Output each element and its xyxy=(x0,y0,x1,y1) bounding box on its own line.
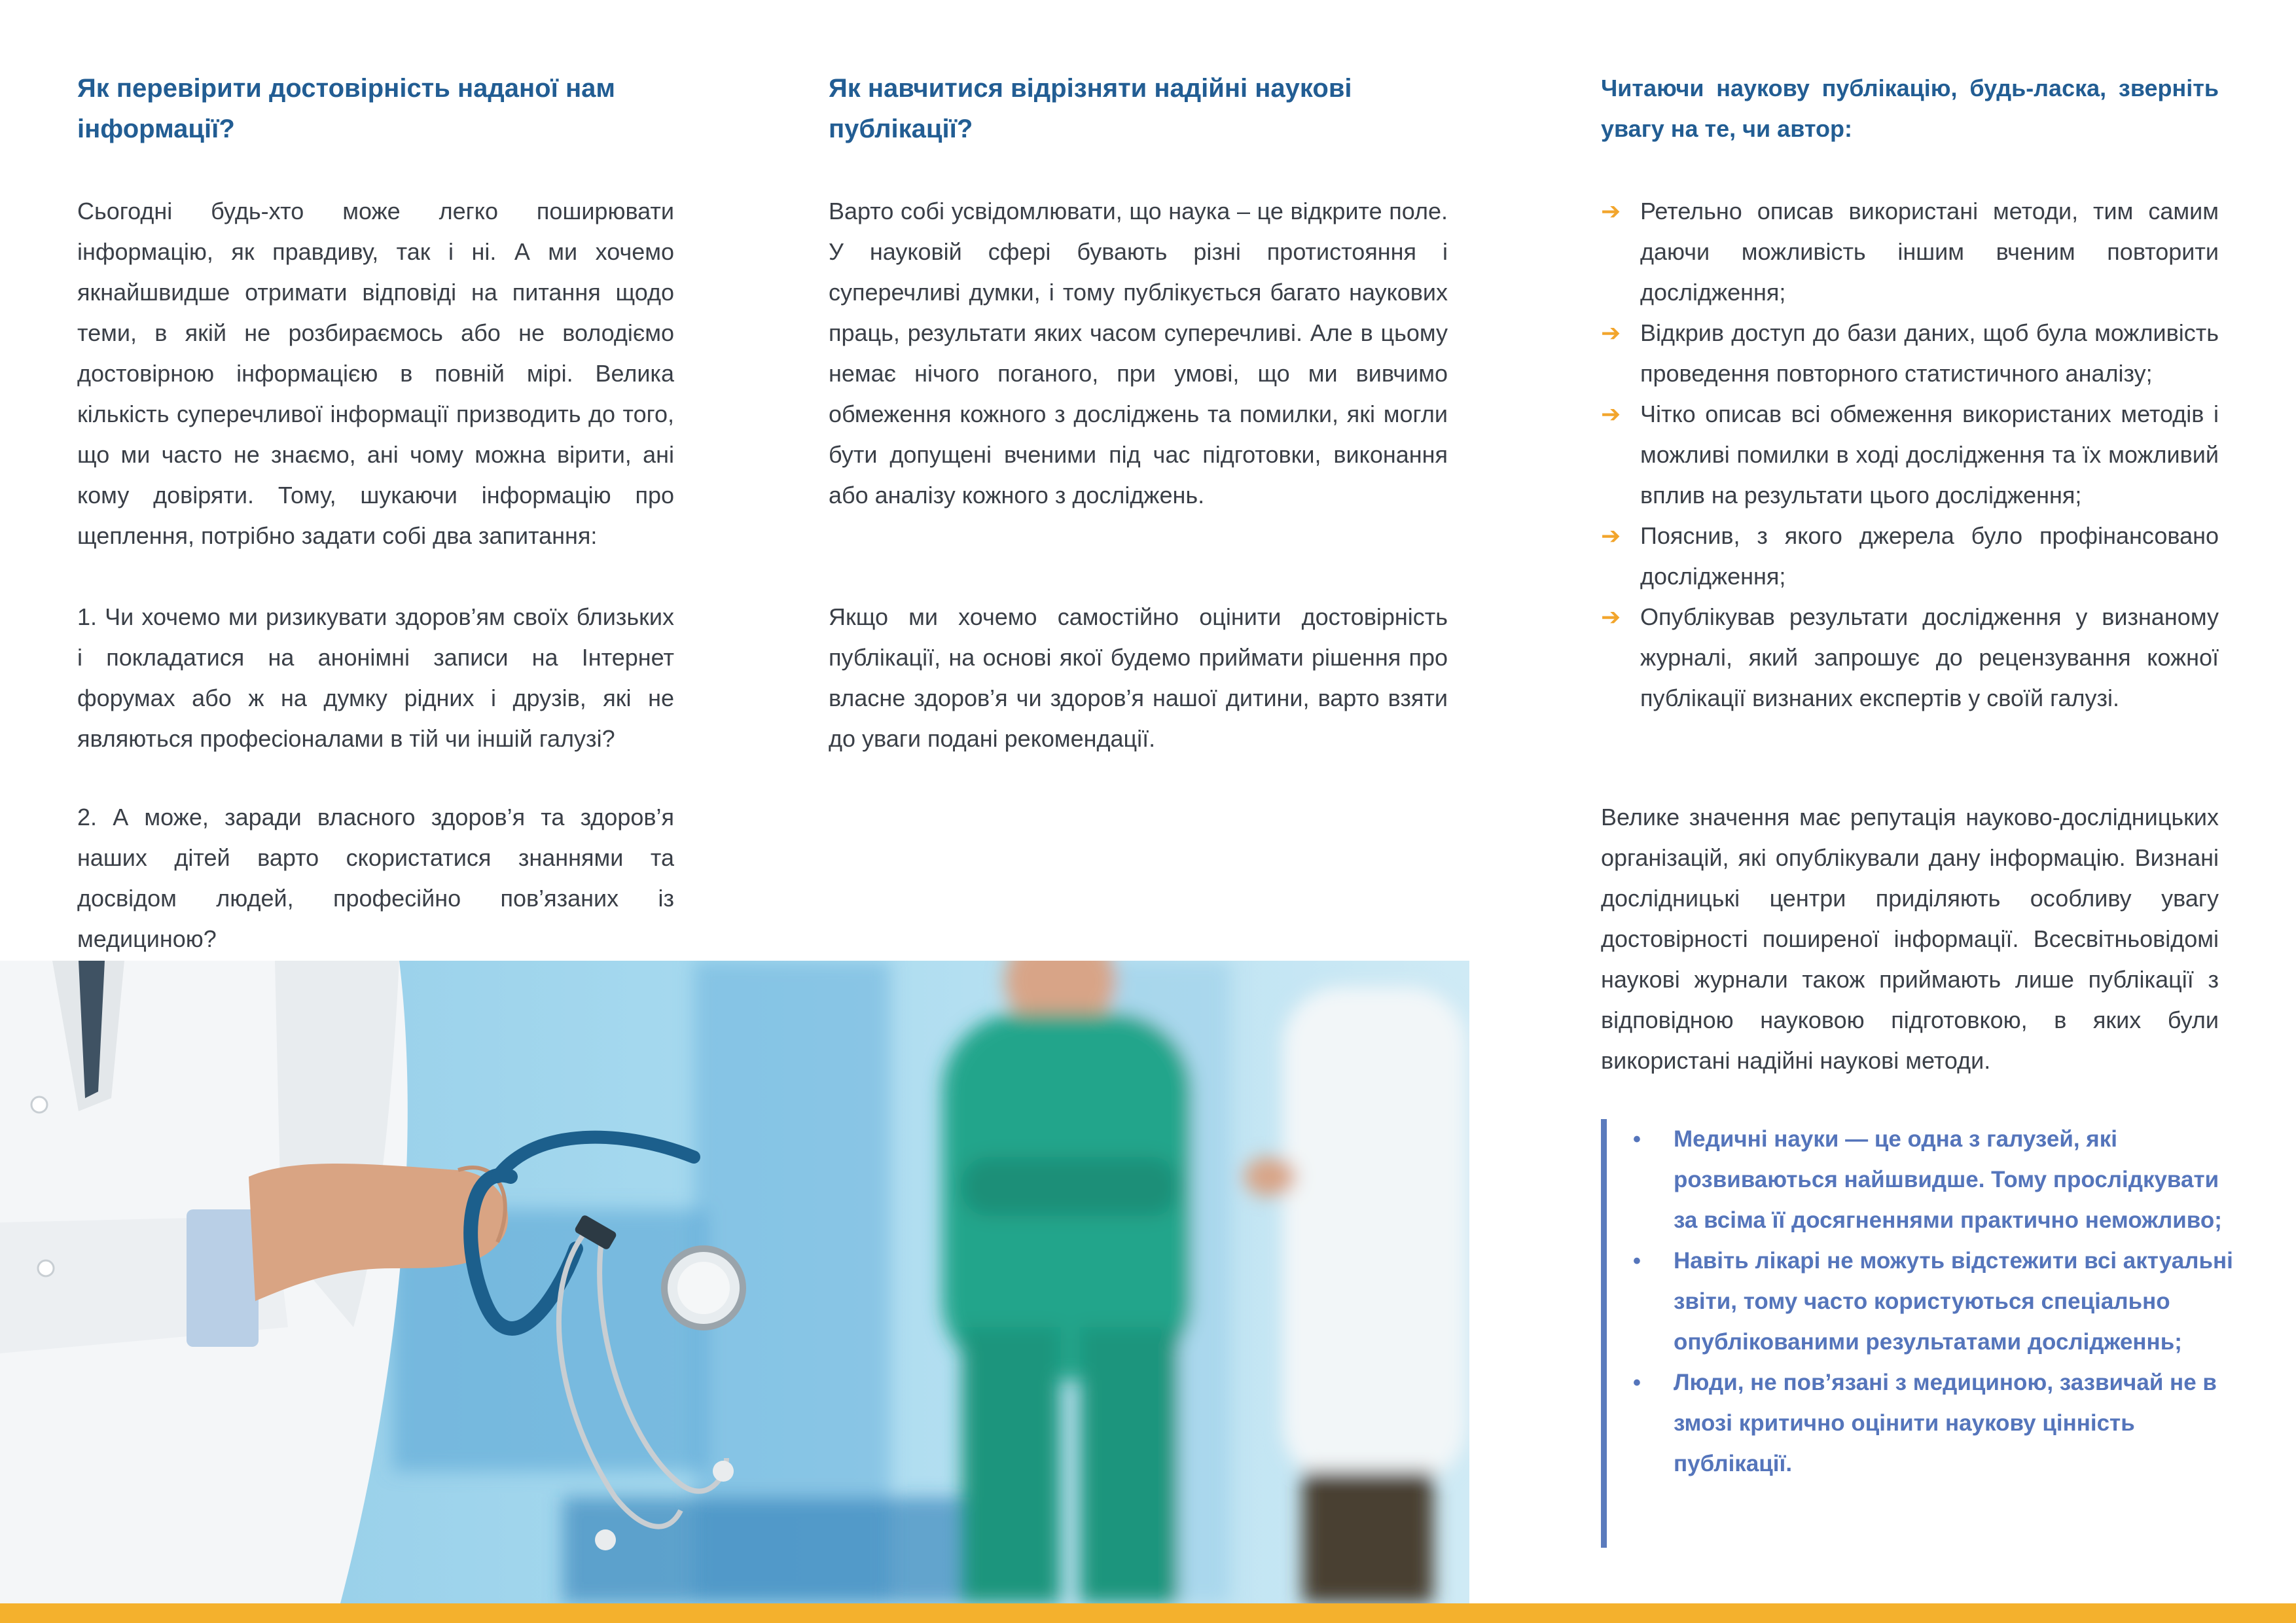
column1-intro: Сьогодні будь-хто може легко поширювати інформацію, як правдиву, так і ні. А ми хочемо якнайшвидше отримати відповіді на питання щодо теми, в якій не розбираємось або не володіємо достовірною інформацією в повній мірі. Велика кількість суперечливої інформації призводить до того, що ми часто не знаємо, ані чому можна вірити, ані кому довіряти. Тому, шукаючи інформацію про щеплення, потрібно задати собі два запитання: xyxy=(77,198,674,549)
arrow-right-icon: ➔ xyxy=(1601,603,1621,630)
reputation-paragraph: Велике значення має репутація науково-дослідницьких організацій, які опублікували дану інформацію. Визнані дослідницькі центри приділяють особливу увагу достовірності поширеної інформації. Всесвітньовідомі наукові журнали також приймають лише публікації з відповідною науковою підготовкою, в яких були використані надійні наукові методи. xyxy=(1601,804,2219,1074)
callout-item-text: Навіть лікарі не можуть відстежити всі актуальні звіти, тому часто користуються спеціально опублікованими результатами дослідженнь; xyxy=(1674,1248,2233,1355)
callout-item-text: Медичні науки — це одна з галузей, які розвиваються найшвидше. Тому прослідкувати за всіма її досягненнями практично неможливо; xyxy=(1674,1126,2222,1233)
checklist-item-text: Ретельно описав використані методи, тим самим даючи можливість іншим вченим повторити дослідження; xyxy=(1640,198,2219,306)
checklist-item-text: Опублікував результати дослідження у визнаному журналі, який запрошує до рецензування кожної публікації визнаних експертів у своїй галузі. xyxy=(1640,603,2219,711)
checklist-item xyxy=(1601,394,2219,516)
column2-paragraph-1: Варто собі усвідомлювати, що наука – це відкрите поле. У науковій сфері бувають різні протистояння і суперечливі думки, і тому публікується багато наукових праць, результати яких часом суперечливі. Але в цьому немає нічого поганого, при умові, що ми вивчимо обмеження кожного з досліджень та помилки, які могли бути допущені вченими під час підготовки, виконання або аналізу кожного з досліджень. xyxy=(829,198,1448,508)
callout-list xyxy=(1633,1119,2248,1484)
arrow-right-icon: ➔ xyxy=(1601,522,1621,549)
callout-item xyxy=(1633,1119,2248,1241)
arrow-right-icon: ➔ xyxy=(1601,319,1621,346)
callout-box xyxy=(1601,1119,2235,1548)
column3-title: Читаючи наукову публікацію, будь-ласка, зверніть увагу на те, чи автор: xyxy=(1601,75,2219,142)
column2-paragraph-2: Якщо ми хочемо самостійно оцінити достовірність публікації, на основі якої будемо приймати рішення про власне здоров’я чи здоров’я нашої дитини, варто взяти до уваги подані рекомендації. xyxy=(829,603,1448,752)
checklist-item xyxy=(1601,516,2219,597)
checklist-item xyxy=(1601,313,2219,394)
doctor-photo xyxy=(0,961,1469,1603)
column2-title: Як навчитися відрізняти надійні наукові публікації? xyxy=(829,74,1352,143)
checklist-item-text: Пояснив, з якого джерела було профінансовано дослідження; xyxy=(1640,522,2219,590)
author-checklist xyxy=(1601,191,2219,719)
bullet-icon: • xyxy=(1633,1249,1641,1274)
bullet-icon: • xyxy=(1633,1127,1641,1152)
checklist-item xyxy=(1601,597,2219,719)
column1-title: Як перевірити достовірність наданої нам інформації? xyxy=(77,74,615,143)
checklist-item-text: Відкрив доступ до бази даних, щоб була можливість проведення повторного статистичного аналізу; xyxy=(1640,319,2219,387)
column1-question-1: 1. Чи хочемо ми ризикувати здоров’ям своїх близьких і покладатися на анонімні записи на Інтернет форумах або ж на думку рідних і друзів, які не являються професіоналами в тій чи іншій галузі? xyxy=(77,603,674,752)
bottom-accent-bar xyxy=(0,1603,2296,1623)
checklist-item-text: Чітко описав всі обмеження використаних методів і можливі помилки в ході дослідження та їх можливий вплив на результати цього дослідження; xyxy=(1640,401,2219,508)
checklist-item xyxy=(1601,191,2219,313)
callout-item xyxy=(1633,1363,2248,1484)
callout-item-text: Люди, не пов’язані з медициною, зазвичай не в змозі критично оцінити наукову цінність публікації. xyxy=(1674,1370,2217,1476)
column1-question-2: 2. А може, заради власного здоров’я та здоров’я наших дітей варто скористатися знаннями та досвідом людей, професійно пов’язаних із медициною? xyxy=(77,804,674,952)
arrow-right-icon: ➔ xyxy=(1601,401,1621,427)
callout-item xyxy=(1633,1241,2248,1363)
arrow-right-icon: ➔ xyxy=(1601,198,1621,224)
bullet-icon: • xyxy=(1633,1370,1641,1395)
